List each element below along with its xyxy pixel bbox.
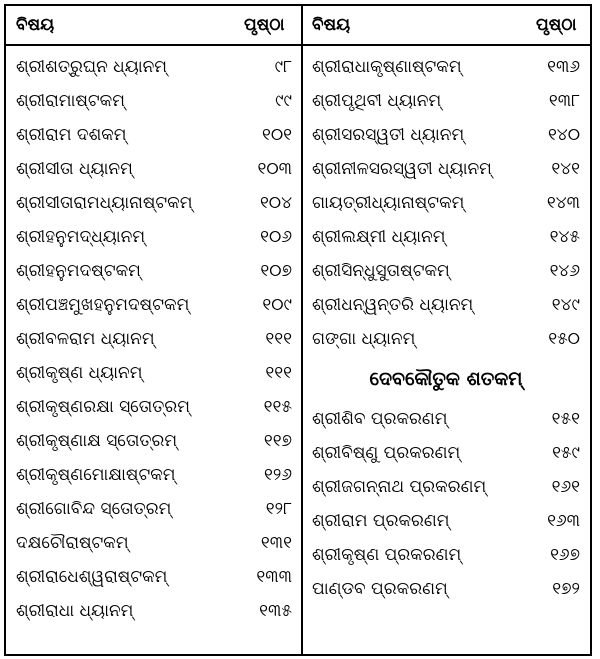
toc-entry: [312, 436, 580, 470]
toc-entry: [16, 84, 292, 118]
entry-page-number: ୧୪୬: [549, 261, 580, 281]
left-subject-header: ବିଷୟ: [16, 15, 55, 35]
entry-page-number: ୧୫୧: [551, 409, 580, 429]
entry-page-number: ୧୨୮: [265, 499, 292, 519]
entry-title: ଗାୟତ୍ରୀଧ୍ୟାନାଷ୍ଟକମ୍: [312, 193, 465, 213]
entry-title: ଶ୍ରୀଗୋବିନ୍ଦ ସ୍ତୋତ୍ରମ୍: [16, 499, 172, 519]
entry-page-number: ୧୪୧: [551, 159, 580, 179]
toc-entry: [312, 186, 580, 220]
toc-entry: [312, 254, 580, 288]
table-of-contents: [4, 4, 592, 656]
table-header: [6, 6, 590, 46]
entry-title: ଶ୍ରୀଶତ୍ରୁଘ୍ନ ଧ୍ୟାନମ୍: [16, 57, 168, 77]
entry-page-number: ୯୮: [274, 57, 292, 77]
entry-title: ଶ୍ରୀଲକ୍ଷ୍ମୀ ଧ୍ୟାନମ୍: [312, 227, 446, 247]
entry-title: ଶ୍ରୀବଳରାମ ଧ୍ୟାନମ୍: [16, 329, 155, 349]
toc-entry: [16, 594, 292, 628]
toc-entry: [16, 322, 292, 356]
toc-entry: [312, 504, 580, 538]
entry-page-number: ୧୩୬: [547, 57, 580, 77]
entry-page-number: ୧୩୮: [548, 91, 580, 111]
entry-title: ଶ୍ରୀକୃଷ୍ଣରକ୍ଷା ସ୍ତୋତ୍ରମ୍: [16, 397, 190, 417]
entry-page-number: ୧୦୬: [260, 227, 292, 247]
entry-page-number: ୧୩୩: [256, 567, 292, 587]
entry-page-number: ୧୧୫: [263, 397, 292, 417]
entry-title: ଶ୍ରୀରାଧାକୃଷ୍ଣାଷ୍ଟକମ୍: [312, 57, 462, 77]
toc-entry: [312, 118, 580, 152]
entry-page-number: ୧୨୬: [264, 465, 292, 485]
entry-page-number: ୧୩୫: [259, 601, 292, 621]
toc-entry: [16, 254, 292, 288]
toc-entry: [312, 402, 580, 436]
right-page-header: ପୃଷ୍ଠା: [536, 15, 577, 35]
entry-title: ଶ୍ରୀରାମ ପ୍ରକରଣମ୍: [312, 511, 450, 531]
section-heading: ଦେବକୌତୁକ ଶତକମ୍: [369, 368, 523, 390]
entry-title: ଶ୍ରୀକୃଷ୍ଣାକ୍ଷ ସ୍ତୋତ୍ରମ୍: [16, 431, 178, 451]
toc-entry: [312, 572, 580, 606]
toc-entry: [312, 470, 580, 504]
toc-entry: [312, 538, 580, 572]
entry-title: ଶ୍ରୀଶିବ ପ୍ରକରଣମ୍: [312, 409, 448, 429]
toc-entry: [312, 288, 580, 322]
entry-page-number: ୧୦୩: [257, 159, 292, 179]
entry-title: ଗଙ୍ଗା ଧ୍ୟାନମ୍: [312, 329, 416, 349]
entry-title: ଶ୍ରୀବିଷ୍ଣୁ ପ୍ରକରଣମ୍: [312, 443, 461, 463]
entry-title: ଶ୍ରୀସୀତାରାମଧ୍ୟାନାଷ୍ଟକମ୍: [16, 193, 193, 213]
entry-page-number: ୧୪୦: [547, 125, 580, 145]
entry-page-number: ୯୯: [275, 91, 292, 111]
entry-title: ଶ୍ରୀରାମ ଦଶକମ୍: [16, 125, 127, 145]
toc-entry: [16, 186, 292, 220]
toc-entry: [16, 458, 292, 492]
entry-page-number: ୧୫୯: [552, 443, 580, 463]
toc-entry: [16, 356, 292, 390]
entry-title: ଶ୍ରୀନୀଳସରସ୍ୱତୀ ଧ୍ୟାନମ୍: [312, 159, 492, 179]
left-page-header: ପୃଷ୍ଠା: [244, 15, 285, 35]
entry-page-number: ୧୧୧: [265, 363, 292, 383]
entry-title: ଶ୍ରୀପୃଥିବୀ ଧ୍ୟାନମ୍: [312, 91, 442, 111]
right-column: [312, 50, 580, 606]
entry-title: ଦକ୍ଷଚୌରାଷ୍ଟକମ୍: [16, 533, 129, 553]
entry-title: ଶ୍ରୀହନୁମଦ୍ଧ୍ୟାନମ୍: [16, 227, 146, 247]
entry-title: ଶ୍ରୀପଞ୍ଚମୁଖହନୁମଦଷ୍ଟକମ୍: [16, 295, 190, 315]
entry-title: ଶ୍ରୀଜଗନ୍ନାଥ ପ୍ରକରଣମ୍: [312, 477, 487, 497]
toc-entry: [312, 152, 580, 186]
entry-page-number: ୧୧୧: [265, 329, 292, 349]
entry-title: ଶ୍ରୀସିନ୍ଧୁସୁତାଷ୍ଟକମ୍: [312, 261, 450, 281]
entry-page-number: ୧୪୫: [549, 227, 580, 247]
toc-entry: [16, 50, 292, 84]
entry-page-number: ୧୦୭: [260, 261, 292, 281]
left-column: [16, 50, 292, 628]
toc-entry: [16, 288, 292, 322]
entry-title: ଶ୍ରୀରାଧେଶ୍ୱରାଷ୍ଟକମ୍: [16, 567, 168, 587]
entry-page-number: ୧୭୨: [552, 579, 580, 599]
toc-entry: [16, 152, 292, 186]
entry-title: ଶ୍ରୀକୃଷ୍ଣ ପ୍ରକରଣମ୍: [312, 545, 462, 565]
entry-title: ଶ୍ରୀରାମାଷ୍ଟକମ୍: [16, 91, 125, 111]
toc-entry: [16, 424, 292, 458]
toc-entry: [312, 84, 580, 118]
toc-entry: [16, 492, 292, 526]
entry-page-number: ୧୦୯: [262, 295, 292, 315]
toc-entry: [312, 220, 580, 254]
entry-title: ଶ୍ରୀସୀତା ଧ୍ୟାନମ୍: [16, 159, 133, 179]
entry-title: ଶ୍ରୀରାଧା ଧ୍ୟାନମ୍: [16, 601, 134, 621]
right-subject-header: ବିଷୟ: [312, 15, 351, 35]
entry-title: ପାଣ୍ଡବ ପ୍ରକରଣମ୍: [312, 579, 448, 599]
entry-page-number: ୧୪୯: [551, 295, 580, 315]
entry-title: ଶ୍ରୀକୃଷ୍ଣମୋକ୍ଷାଷ୍ଟକମ୍: [16, 465, 176, 485]
entry-title: ଶ୍ରୀଧନ୍ୱନ୍ତରି ଧ୍ୟାନମ୍: [312, 295, 474, 315]
toc-entry: [16, 220, 292, 254]
entry-page-number: ୧୦୧: [261, 125, 292, 145]
toc-entry: [16, 118, 292, 152]
entry-title: ଶ୍ରୀହନୁମଦଷ୍ଟକମ୍: [16, 261, 141, 281]
toc-entry: [312, 322, 580, 356]
toc-entry: [312, 50, 580, 84]
entry-page-number: ୧୩୧: [260, 533, 292, 553]
toc-entry: [16, 390, 292, 424]
entry-page-number: ୧୬୭: [550, 545, 580, 565]
entry-page-number: ୧୧୭: [263, 431, 292, 451]
entry-page-number: ୧୪୩: [546, 193, 580, 213]
entry-page-number: ୧୫୦: [548, 329, 580, 349]
column-divider: [301, 6, 303, 654]
toc-entry: [16, 526, 292, 560]
entry-page-number: ୧୬୩: [547, 511, 580, 531]
toc-entry: [16, 560, 292, 594]
entry-title: ଶ୍ରୀସରସ୍ୱତୀ ଧ୍ୟାନମ୍: [312, 125, 465, 145]
entry-page-number: ୧୦୪: [259, 193, 292, 213]
entry-title: ଶ୍ରୀକୃଷ୍ଣ ଧ୍ୟାନମ୍: [16, 363, 143, 383]
entry-page-number: ୧୬୧: [551, 477, 580, 497]
